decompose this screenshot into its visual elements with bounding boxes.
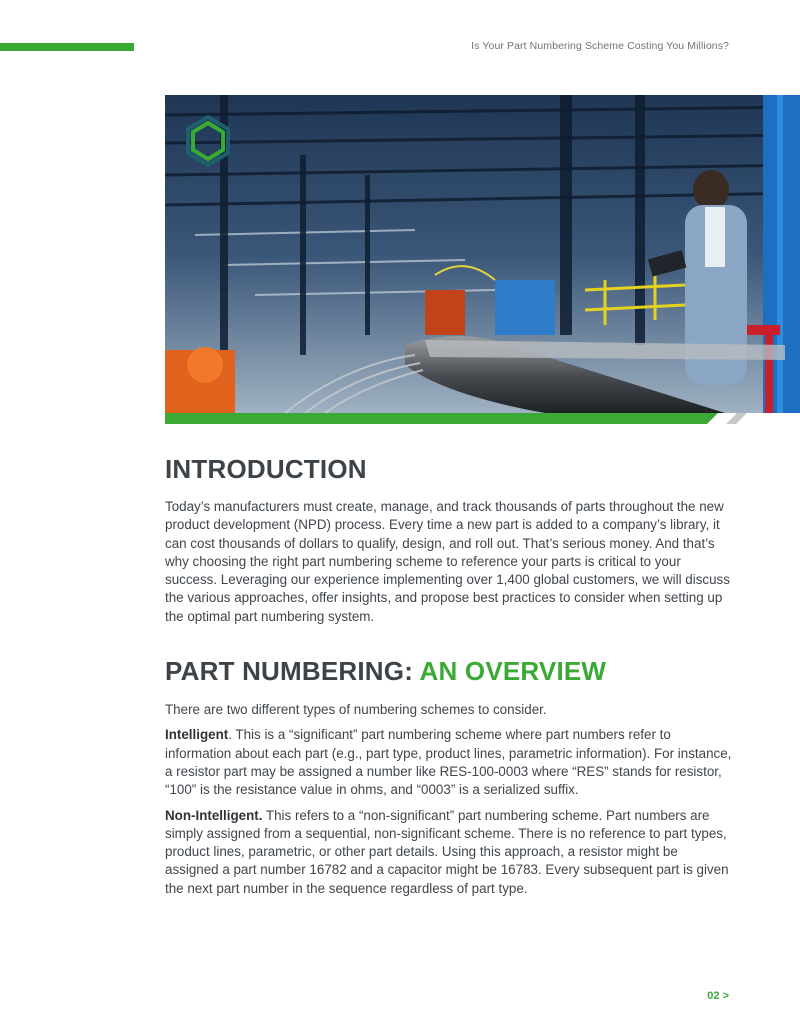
intelligent-term: Intelligent: [165, 727, 229, 743]
nonintelligent-term: Non-Intelligent.: [165, 807, 263, 823]
overview-heading-part1: PART NUMBERING:: [165, 656, 420, 687]
hero-green-stripe: [165, 413, 800, 424]
introduction-heading: INTRODUCTION: [165, 454, 367, 484]
overview-heading: [165, 655, 735, 687]
main-content: [165, 453, 735, 898]
nonintelligent-text: This refers to a “non-significant” part numbering scheme. Part numbers are simply assigned from a sequential, non-significant scheme. There is no reference to part types, product lines, parametric, or other part details. Using this approach, a resistor might be assigned a part number 16782 and a capacitor might be 16783. Every subsequent part is given the next part number in the sequence regardless of part type.: [165, 807, 729, 896]
hero-image: [165, 95, 800, 413]
introduction-body: Today’s manufacturers must create, manage, and track thousands of parts throughout the new product development (NPD) process. Every time a new part is added to a company’s library, it can cost thousands of dollars to qualify, design, and roll out. That’s serious money. And that’s why choosing the right part numbering scheme to reference your parts is critical to your success. Leveraging our experience implementing over 1,400 global customers, we will discuss the various approaches, offer insights, and propose best practices to consider when setting up the optimal part numbering system.: [165, 499, 730, 624]
intelligent-definition: [165, 726, 735, 799]
page-number: 02 >: [707, 990, 729, 1002]
intelligent-text: . This is a “significant” part numbering scheme where part numbers refer to information about each part (e.g., part type, product lines, parametric information). For instance, a resistor part may be assigned a number like RES-100-0003 where “RES” stands for resistor, “100” is the resistance value in ohms, and “0003” is a serialized suffix.: [165, 727, 732, 798]
nonintelligent-definition: [165, 807, 735, 898]
overview-heading-accent: AN OVERVIEW: [419, 656, 607, 687]
factory-photo: [165, 95, 800, 413]
top-accent-bar: [0, 43, 134, 51]
running-header: Is Your Part Numbering Scheme Costing You Millions?: [471, 40, 729, 52]
overview-lead: There are two different types of numbering schemes to consider.: [165, 702, 547, 718]
